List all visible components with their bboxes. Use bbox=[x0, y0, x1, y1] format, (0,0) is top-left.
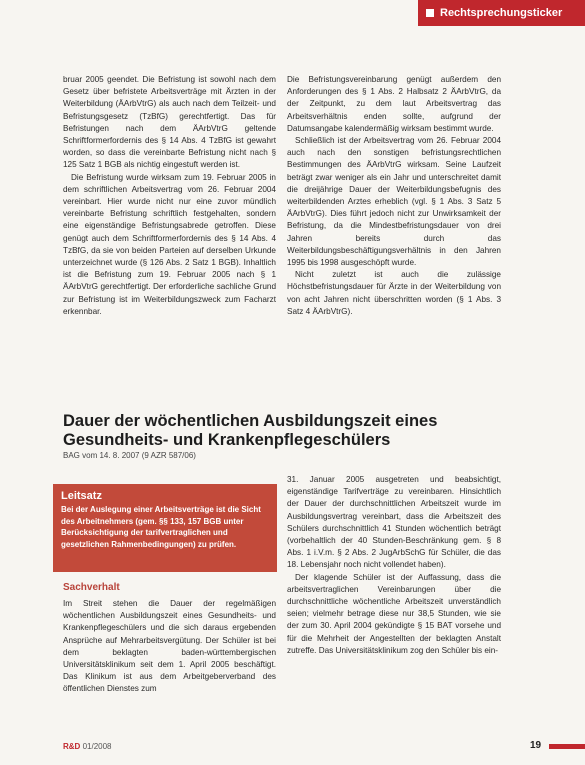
leitsatz-heading: Leitsatz bbox=[61, 490, 102, 502]
article-citation: BAG vom 14. 8. 2007 (9 AZR 587/06) bbox=[63, 451, 196, 460]
section-tag-label: Rechtsprechungsticker bbox=[440, 7, 563, 19]
sachverhalt-heading: Sachverhalt bbox=[63, 582, 120, 593]
footer-issue bbox=[63, 742, 111, 751]
paragraph: Schließlich ist der Arbeitsvertrag vom 26. Februar 2004 auch nach den sonstigen befristungsrechtlichen Bestimmungen des ÄArbVtrG wirksam. Seine Laufzeit beträgt zwar weniger als ein Jahr und unterschreitet damit die dreijährige Dauer der Weiterbildungsbefugnis des weiterbildenden Arztes erheblich (vgl. § 1 Abs. 3 Satz 5 ÄArbVtrG). Dies führt jedoch nicht zur Unwirksamkeit der Befristung, da die Mindestbefristungsdauer von drei Jahren bereits durch das Weiterbildungsbeschäftigungsverhältnis in den Jahren 1995 bis 1998 ausgeschöpft wurde. bbox=[287, 136, 501, 268]
paragraph: bruar 2005 geendet. Die Befristung ist sowohl nach dem Gesetz über befristete Arbeitsverträge mit Ärzten in der Weiterbildung (ÄArbVtrG) als auch nach dem Teilzeit- und Befristungsgesetz (TzBfG) gerechtfertigt. Das für Befristungen nach dem ÄArbVtrG geltende Schriftformerfordernis des § 14 Abs. 4 TzBfG ist gewahrt worden, so dass die vereinbarte Befristung nicht nach § 125 Satz 1 BGB als nichtig eingestuft werden ist. bbox=[63, 75, 276, 170]
square-icon bbox=[426, 9, 434, 17]
page-number: 19 bbox=[530, 740, 542, 751]
leitsatz-box bbox=[53, 484, 277, 572]
paragraph: Die Befristungsvereinbarung genügt außerdem den Anforderungen des § 1 Abs. 2 Halbsatz 2 ÄArbVtrG, da der Zeitpunkt, zu dem laut Arbeitsvertrag das Arbeitsverhältnis enden sollte, aufgrund der Datumsangabe kalendermäßig wirksam bestimmt wurde. bbox=[287, 75, 501, 133]
top-left-column bbox=[63, 74, 276, 318]
top-right-column bbox=[287, 74, 501, 318]
article-title: Dauer der wöchentlichen Ausbildungszeit eines Gesundheits- und Krankenpflegeschülers bbox=[63, 412, 438, 449]
section-tag bbox=[418, 0, 585, 26]
footer-accent-bar bbox=[549, 744, 585, 749]
paragraph: Im Streit stehen die Dauer der regelmäßigen wöchentlichen Ausbildungszeit eines Gesundheits- und Krankenpflegeschülers und die sich daraus ergebenden Ansprüche auf Mehrarbeitsvergütung. Der Schüler ist bei dem beklagten baden-württembergischen Universitätsklinikum seit dem 1. April 2005 beschäftigt. Das Klinikum ist aus dem Arbeitgeberverband des öffentlichen Dienstes zum bbox=[63, 599, 276, 694]
paragraph: Die Befristung wurde wirksam zum 19. Februar 2005 in dem schriftlichen Arbeitsvertrag vom 26. Februar 2004 vereinbart. Hier wurde nicht nur eine zuvor mündlich vereinbarte Befristung schriftlich festgehalten, sondern eine eigenständige Befristungsabrede getroffen. Diese genügt auch dem Schriftformerfordernis des § 14 Abs. 4 TzBfG, da sie von beiden Parteien auf derselben Urkunde unterzeichnet wurde (§ 126 Abs. 2 Satz 1 BGB). Inhaltlich ist die Befristung zum 19. Februar 2005 nach § 1 ÄArbVtrG gerechtfertigt. Der erforderliche sachliche Grund zur Befristung ist im Weiterbildungszweck zum Facharzt erkennbar. bbox=[63, 172, 276, 316]
paragraph: Nicht zuletzt ist auch die zulässige Höchstbefristungsdauer für Ärzte in der Weiterbildung von von acht Jahren nicht überschritten worden (§ 1 Abs. 3 Satz 4 ÄArbVtrG). bbox=[287, 270, 501, 316]
paragraph: 31. Januar 2005 ausgetreten und beabsichtigt, eigenständige Tarifverträge zu vereinbaren. Hinsichtlich der Dauer der durchschnittlichen Arbeitszeit wurde im Ausbildungsvertrag vereinbart, dass die Arbeitszeit des Schülers durchschnittlich 41 Stunden wöchentlich beträgt (vorbehaltlich der 40 Stunden-Beschränkung gem. § 8 Abs. 1 i.V.m. § 2 Abs. 2 JugArbSchG für Schüler, die das 18. Lebensjahr noch nicht vollendet haben). bbox=[287, 475, 501, 570]
paragraph: Der klagende Schüler ist der Auffassung, dass die arbeitsvertraglichen Vereinbarungen über die durchschnittliche wöchentliche Arbeitszeit unverständlich seien; vielmehr betrage diese nur 38,5 Stunden, wie sie der zum 30. April 2004 gekündigte § 15 BAT vorsehe und für die Mehrheit der Angestellten der beklagten Anstalt zutreffe. Das Universitätsklinikum zog den Schüler bis ein- bbox=[287, 572, 501, 655]
article-right-column bbox=[287, 474, 501, 657]
footer-brand: R&D bbox=[63, 742, 81, 751]
leitsatz-text: Bei der Auslegung einer Arbeitsverträge ist die Sicht des Arbeitnehmers (gem. §§ 133, 157 BGB unter Berücksichtigung der tarifvertraglichen und gesetzlichen Rahmenbedingungen) zu prüfen. bbox=[61, 505, 261, 549]
footer-issue-number: 01/2008 bbox=[80, 742, 112, 751]
sachverhalt-column bbox=[63, 598, 276, 696]
